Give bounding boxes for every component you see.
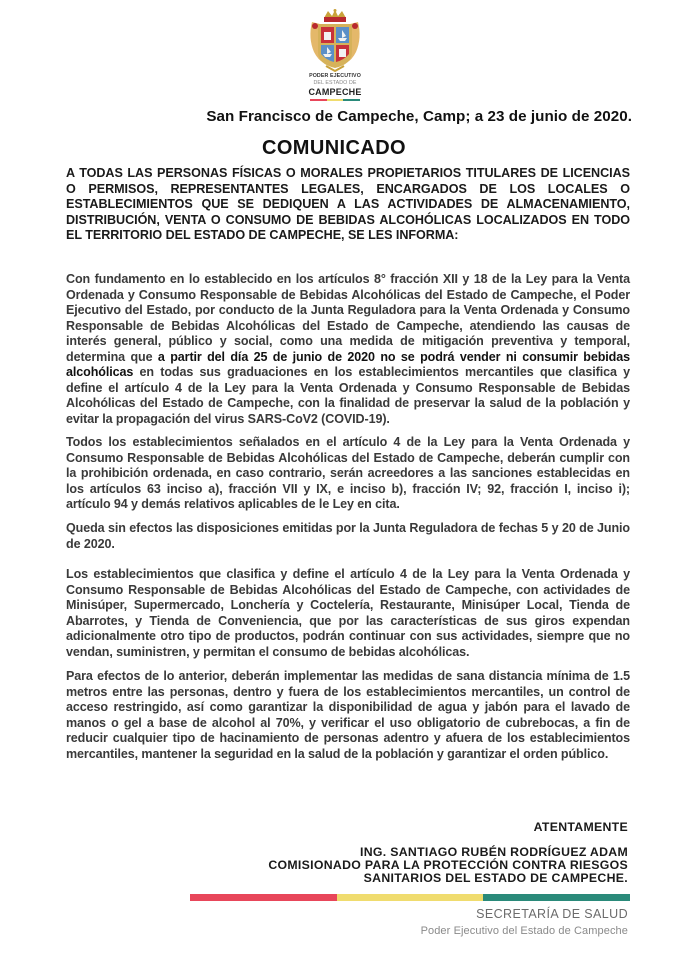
body-paragraph-1 xyxy=(66,272,630,427)
footer-bar-red xyxy=(190,894,337,901)
footer-bar-green xyxy=(483,894,630,901)
document-title: COMUNICADO xyxy=(262,137,406,159)
date-location-line: San Francisco de Campeche, Camp; a 23 de junio de 2020. xyxy=(206,108,632,125)
footer-color-bar xyxy=(190,894,630,901)
footer-department: SECRETARÍA DE SALUD xyxy=(476,907,628,921)
body-paragraph-2: Todos los establecimientos señalados en el artículo 4 de la Ley para la Venta Ordenada y Consumo Responsable de Bebidas Alcohólicas del Estado de Campeche, deberán cumplir con la prohibición ordenada, en caso contrario, serán acreedores a las sanciones establecidas en los artículos 63 inciso a), fracción VII y IX, e inciso b), fracción IV; 92, fracción I, inciso i); artículo 94 y demás relativos aplicables de le Ley en cita. xyxy=(66,435,630,511)
body-paragraph-4: Los establecimientos que clasifica y define el artículo 4 de la Ley para la Venta Ordenada y Consumo Responsable de Bebidas Alcohólicas del Estado de Campeche, con actividades de Minisúper, Supermercado, Lonchería y Coctelería, Restaurante, Minisúper Local, Tienda de Abarrotes, y Tienda de Conveniencia, que por las características de sus giros expendan adicionalmente otro tipo de productos, podrán continuar con sus actividades, siempre que no vendan, suministren, y permitan el consumo de bebidas alcohólicas. xyxy=(66,567,630,659)
closing-atentamente: ATENTAMENTE xyxy=(533,820,628,834)
logo-text-poder-ejecutivo: PODER EJECUTIVO xyxy=(309,73,361,79)
campeche-coat-of-arms-icon xyxy=(306,8,364,72)
signer-role-line-2: SANITARIOS DEL ESTADO DE CAMPECHE. xyxy=(363,871,628,885)
footer-bar-yellow xyxy=(337,894,484,901)
logo-bar-green xyxy=(343,99,360,101)
body-paragraph-5: Para efectos de lo anterior, deberán implementar las medidas de sana distancia mínima de 1.5 metros entre las personas, dentro y fuera de los establecimientos mercantiles, un control de acceso restringido, así como garantizar la disponibilidad de agua y jabón para el lavado de manos o gel a base de alcohol al 70%, y verificar el uso obligatorio de cubrebocas, a fin de reducir cualquier tipo de hacinamiento de personas adentro y afuera de los establecimientos mercantiles, mantener la seguridad en la salud de la población y garantizar el orden público. xyxy=(66,669,630,761)
signer-role-line-1: COMISIONADO PARA LA PROTECCIÓN CONTRA RIESGOS xyxy=(268,858,628,872)
signature-block xyxy=(268,846,628,885)
footer-government: Poder Ejecutivo del Estado de Campeche xyxy=(420,925,628,937)
logo-color-bar xyxy=(310,99,360,101)
logo-bar-yellow xyxy=(327,99,344,101)
logo-text-campeche: CAMPECHE xyxy=(308,87,362,97)
logo-text-del-estado: DEL ESTADO DE xyxy=(313,80,357,86)
paragraph-1-text-b: en todas sus graduaciones en los establecimientos mercantiles que clasifica y define el artículo 4 de la Ley para la Venta Ordenada y Consumo Responsable de Bebidas Alcohólicas del Estado de Campeche, con la finalidad de preservar la salud de la población y evitar la propagación del virus SARS-CoV2 (COVID-19). xyxy=(66,365,630,426)
logo-bar-red xyxy=(310,99,327,101)
body-paragraph-3: Queda sin efectos las disposiciones emitidas por la Junta Reguladora de fechas 5 y 20 de Junio de 2020. xyxy=(66,521,630,551)
paragraph-1-emphasis: a partir del día 25 de junio de 2020 no se podrá vender ni consumir bebidas alcohólicas xyxy=(66,349,631,379)
intro-addressee-paragraph: A TODAS LAS PERSONAS FÍSICAS O MORALES PROPIETARIOS TITULARES DE LICENCIAS O PERMISOS, REPRESENTANTES LEGALES, ENCARGADOS DE LOS LOCALES O ESTABLECIMIENTOS QUE SE DEDIQUEN A LAS ACTIVIDADES DE ALMACENAMIENTO, DISTRIBUCIÓN, VENTA O CONSUMO DE BEBIDAS ALCOHÓLICAS LOCALIZADOS EN TODO EL TERRITORIO DEL ESTADO DE CAMPECHE, SE LES INFORMA: xyxy=(66,166,630,243)
campeche-government-logo xyxy=(306,8,364,102)
paragraph-1-text-a: Con fundamento en lo establecido en los artículos 8° fracción XII y 18 de la Ley para la Venta Ordenada y Consumo Responsable de Bebidas Alcohólicas del Estado de Campeche, el Poder Ejecutivo del Estado, por conducto de la Junta Reguladora para la Venta Ordenada y Consumo Responsable de Bebidas Alcohólicas del Estado de Campeche, atendiendo las causas de interés general, público y social, como una medida de mitigación preventiva y temporal, determina que xyxy=(66,272,630,364)
signer-name: ING. SANTIAGO RUBÉN RODRÍGUEZ ADAM xyxy=(360,845,628,859)
